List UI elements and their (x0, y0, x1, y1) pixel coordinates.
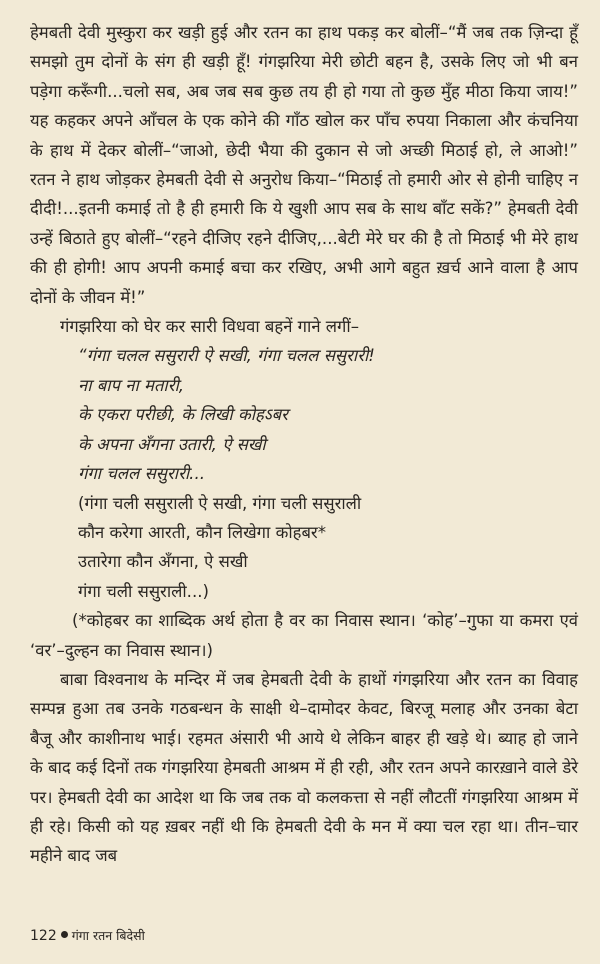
book-title: गंगा रतन बिदेसी (71, 928, 145, 943)
song-line: ना बाप ना मतारी, (78, 375, 185, 395)
song-line: “गंगा चलल ससुरारी ऐ सखी, गंगा चलल ससुरारी! (78, 346, 375, 366)
page-footer (30, 927, 145, 944)
song-line: के एकरा परीछी, के लिखी कोहऽबर (78, 405, 288, 425)
paragraph-3: बाबा विश्वनाथ के मन्दिर में जब हेमबती देवी के हाथों गंगझरिया और रतन का विवाह सम्पन्न हुआ तब उनके गठबन्धन के साक्षी थे–दामोदर केवट, बिरजू मलाह और उनका बेटा बैजू और काशीनाथ भाई। रहमत अंसारी भी आये थे लेकिन बाहर ही खड़े थे। ब्याह हो जाने के बाद कई दिनों तक गंगझरिया हेमबती आश्रम में ही रही, और रतन अपने कारख़ाने वाले डेरे पर। हेमबती देवी का आदेश था कि जब तक वो कलकत्ता से नहीं लौटतीं गंगझरिया आश्रम में ही रहे। किसी को यह ख़बर नहीं थी कि हेमबती देवी के मन में क्या चल रहा था। तीन–चार महीने बाद जब (30, 669, 578, 866)
footnote: (*कोहबर का शाब्दिक अर्थ होता है वर का निवास स्थान। ‘कोह’–गुफा या कमरा एवं ‘वर’–दुल्हन का निवास स्थान।) (30, 611, 578, 660)
bullet-icon (61, 931, 68, 938)
page-number: 122 (30, 928, 57, 944)
song-line: गंगा चलल ससुरारी... (78, 464, 205, 484)
folk-song (78, 341, 578, 488)
translation-line: कौन करेगा आरती, कौन लिखेगा कोहबर* (78, 522, 326, 542)
translation-line: उतारेगा कौन अँगना, ऐ सखी (78, 552, 248, 572)
song-translation (78, 489, 578, 607)
song-line: के अपना अँगना उतारी, ऐ सखी (78, 434, 266, 454)
paragraph-1: हेमबती देवी मुस्कुरा कर खड़ी हुई और रतन का हाथ पकड़ कर बोलीं–“मैं जब तक ज़िन्दा हूँ समझो तुम दोनों के संग ही खड़ी हूँ! गंगझरिया मेरी छोटी बहन है, उसके लिए जो भी बन पड़ेगा करूँगी...चलो सब, अब जब सब कुछ तय ही हो गया तो कुछ मुँह मीठा किया जाय!” यह कहकर अपने आँचल के एक कोने की गाँठ खोल कर पाँच रुपया निकाला और कंचनिया के हाथ में देकर बोलीं–“जाओ, छेदी भैया की दुकान से जो अच्छी मिठाई हो, ले आओ!” रतन ने हाथ जोड़कर हेमबती देवी से अनुरोध किया–“मिठाई तो हमारी ओर से होनी चाहिए न दीदी!...इतनी कमाई तो है ही हमारी कि ये खुशी आप सब के साथ बाँट सकें?” हेमबती देवी उन्हें बिठाते हुए बोलीं–“रहने दीजिए रहने दीजिए,...बेटी मेरे घर की है तो मिठाई भी मेरे हाथ की ही होगी! आप अपनी कमाई बचा कर रखिए, अभी आगे बहुत ख़र्च आने वाला है आप दोनों के जीवन में!” (30, 23, 578, 307)
translation-line: (गंगा चली ससुराली ऐ सखी, गंगा चली ससुराली (78, 493, 362, 513)
paragraph-2: गंगझरिया को घेर कर सारी विधवा बहनें गाने लगीं– (60, 317, 359, 337)
translation-line: गंगा चली ससुराली...) (78, 581, 209, 601)
